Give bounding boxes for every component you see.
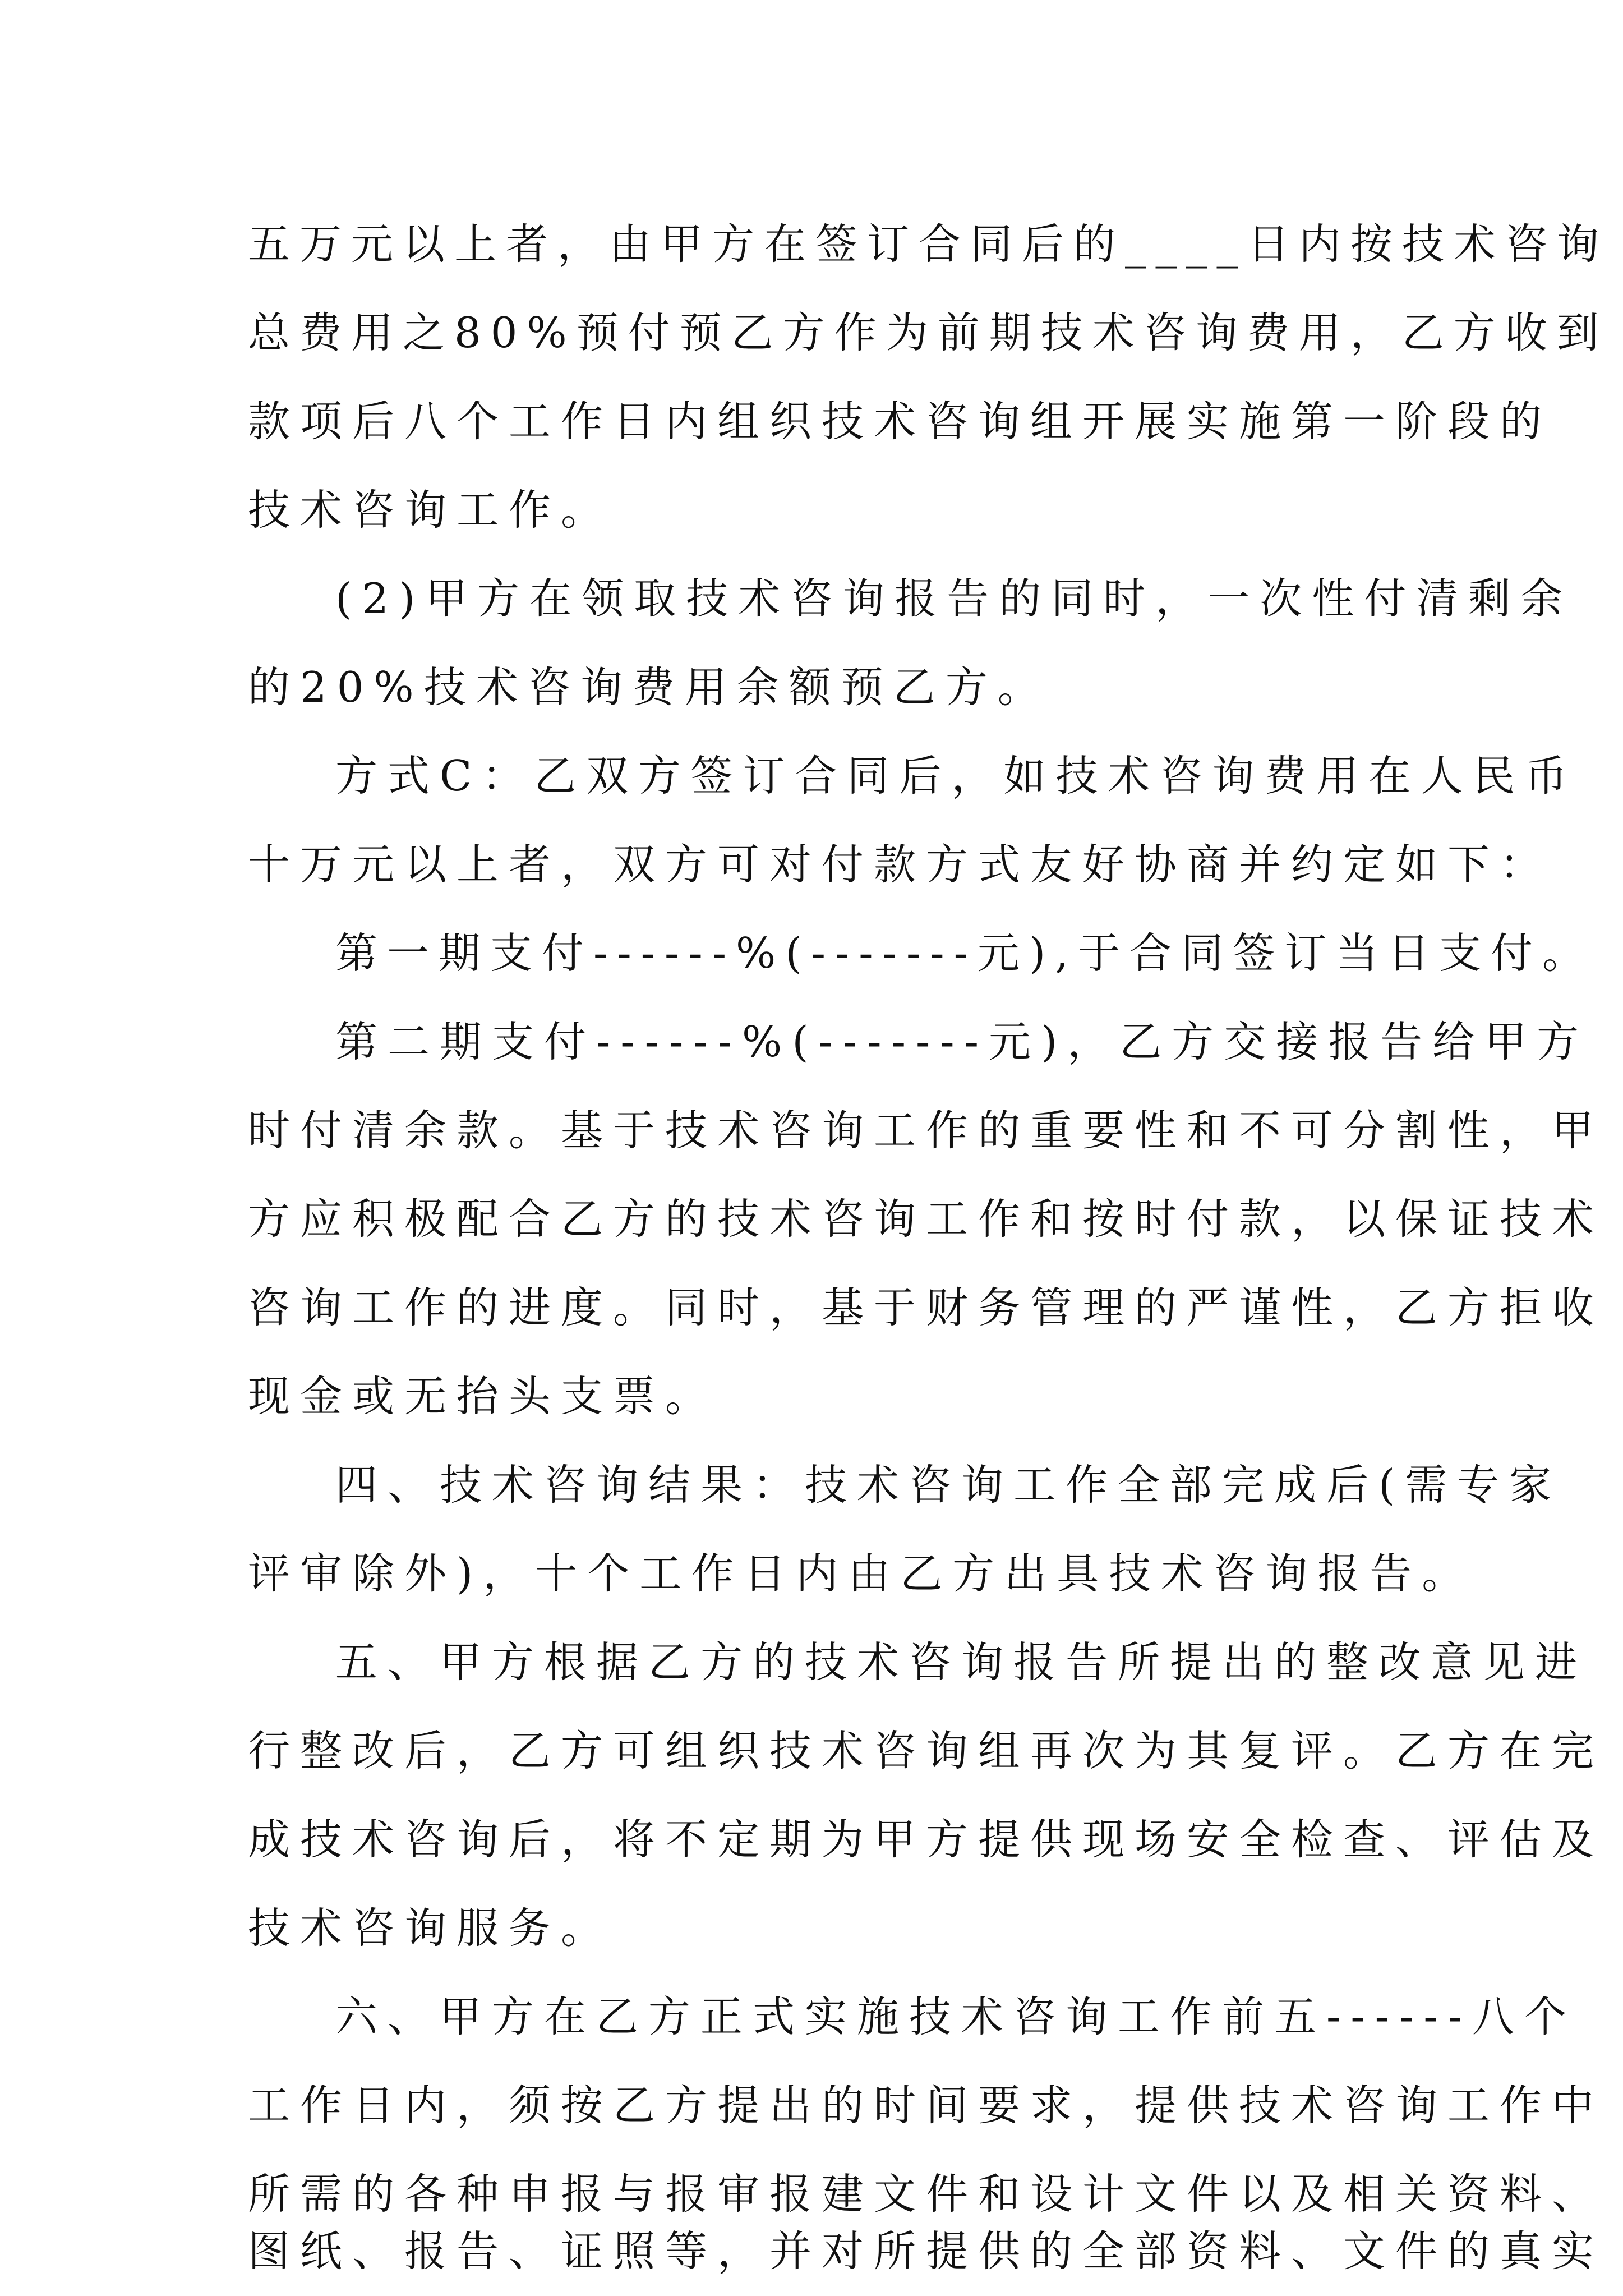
text-line: 四、技术咨询结果：技术咨询工作全部完成后(需专家 bbox=[335, 1460, 1562, 1510]
text-line: 评审除外)，十个工作日内由乙方出具技术咨询报告。 bbox=[248, 1549, 1474, 1598]
text-line: 所需的各种申报与报审报建文件和设计文件以及相关资料、 bbox=[248, 2169, 1604, 2219]
text-line: 总费用之80%预付预乙方作为前期技术咨询费用，乙方收到 bbox=[248, 308, 1608, 357]
text-line: 时付清余款。基于技术咨询工作的重要性和不可分割性，甲 bbox=[248, 1106, 1604, 1155]
text-line: 五万元以上者，由甲方在签订合同后的____日内按技术咨询 bbox=[248, 219, 1609, 269]
text-line: 十万元以上者，双方可对付款方式友好协商并约定如下： bbox=[248, 840, 1552, 889]
text-line: 成技术咨询后，将不定期为甲方提供现场安全检查、评估及 bbox=[248, 1815, 1604, 1864]
text-line: 方式C：乙双方签订合同后，如技术咨询费用在人民币 bbox=[335, 751, 1578, 800]
text-line: 五、甲方根据乙方的技术咨询报告所提出的整改意见进 bbox=[335, 1637, 1588, 1687]
text-line: 技术咨询服务。 bbox=[248, 1903, 614, 1953]
text-line: 工作日内，须按乙方提出的时间要求，提供技术咨询工作中 bbox=[248, 2081, 1604, 2130]
text-line: 技术咨询工作。 bbox=[248, 485, 614, 535]
text-line: (2)甲方在领取技术咨询报告的同时，一次性付清剩余 bbox=[335, 574, 1573, 623]
text-line: 六、甲方在乙方正式实施技术咨询工作前五------八个 bbox=[335, 1992, 1577, 2041]
text-line: 的20%技术咨询费用余额预乙方。 bbox=[248, 662, 1050, 712]
text-line: 第二期支付------%(-------元)，乙方交接报告给甲方 bbox=[335, 1017, 1589, 1066]
text-line: 现金或无抬头支票。 bbox=[248, 1372, 718, 1421]
text-line: 款项后八个工作日内组织技术咨询组开展实施第一阶段的 bbox=[248, 397, 1552, 446]
text-line: 图纸、报告、证照等，并对所提供的全部资料、文件的真实 bbox=[248, 2226, 1604, 2276]
text-line: 第一期支付------%(-------元),于合同签订当日支付。 bbox=[335, 928, 1594, 978]
text-line: 行整改后，乙方可组织技术咨询组再次为其复评。乙方在完 bbox=[248, 1726, 1604, 1775]
text-line: 咨询工作的进度。同时，基于财务管理的严谨性，乙方拒收 bbox=[248, 1283, 1604, 1332]
text-line: 方应积极配合乙方的技术咨询工作和按时付款，以保证技术 bbox=[248, 1194, 1604, 1244]
